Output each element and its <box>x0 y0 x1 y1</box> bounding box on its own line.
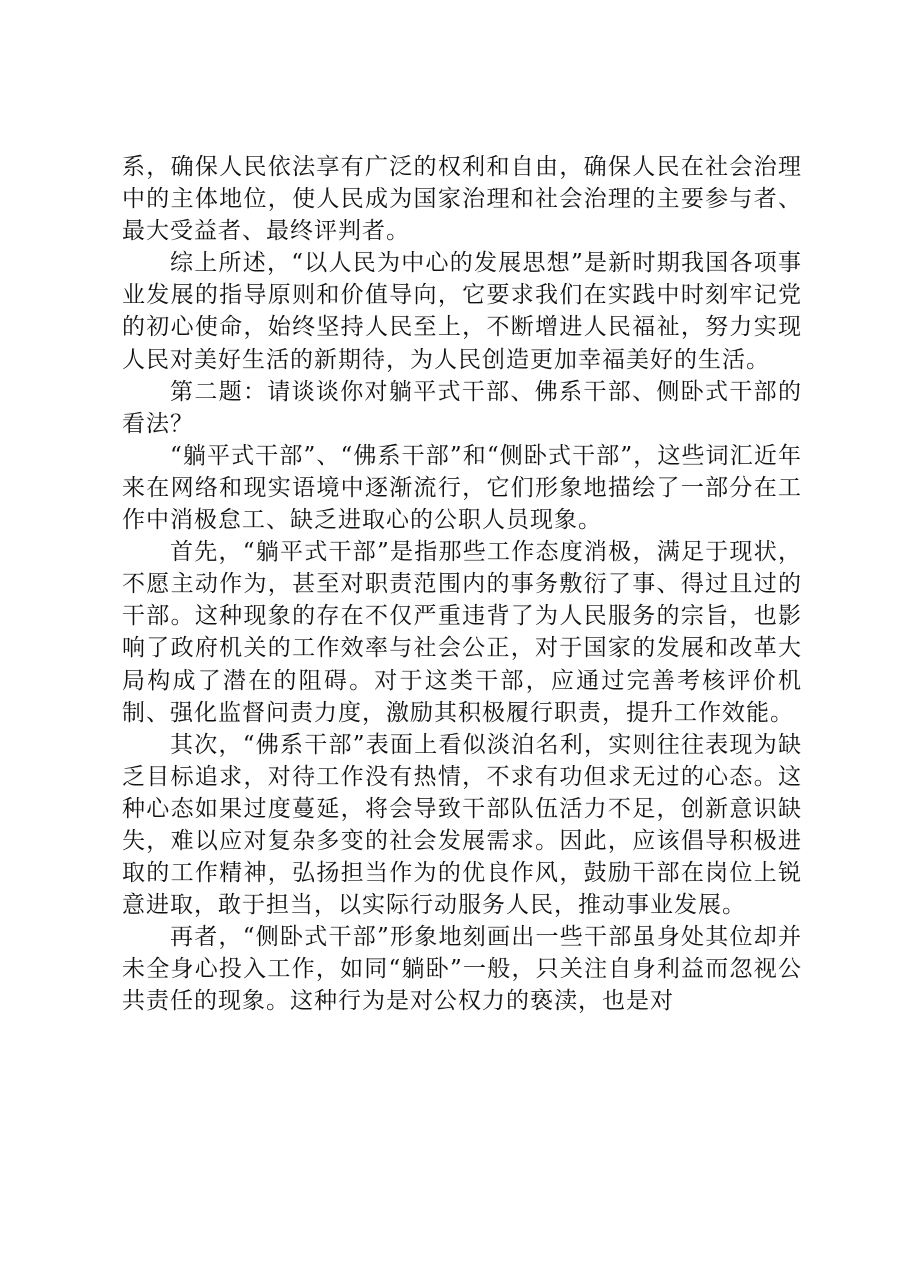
paragraph-first-point: 首先，“躺平式干部”是指那些工作态度消极，满足于现状，不愿主动作为，甚至对职责范围内的事务敷衍了事、得过且过的干部。这种现象的存在不仅严重违背了为人民服务的宗旨，也影响了政府机关的工作效率与社会公正，对于国家的发展和改革大局构成了潜在的阻碍。对于这类干部，应通过完善考核评价机制、强化监督问责力度，激励其积极履行职责，提升工作效能。 <box>122 539 802 726</box>
paragraph-second-point: 其次，“佛系干部”表面上看似淡泊名利，实则往往表现为缺乏目标追求，对待工作没有热情，不求有功但求无过的心态。这种心态如果过度蔓延，将会导致干部队伍活力不足，创新意识缺失，难以应对复杂多变的社会发展需求。因此，应该倡导积极进取的工作精神，弘扬担当作为的优良作风，鼓励干部在岗位上锐意进取，敢于担当，以实际行动服务人民，推动事业发展。 <box>122 731 802 919</box>
paragraph-third-point: 再者，“侧卧式干部”形象地刻画出一些干部虽身处其位却并未全身心投入工作，如同“躺卧”一般，只关注自身利益而忽视公共责任的现象。这种行为是对公权力的亵渎，也是对 <box>122 924 802 1015</box>
paragraph-summary: 综上所述，“以人民为中心的发展思想”是新时期我国各项事业发展的指导原则和价值导向，它要求我们在实践中时刻牢记党的初心使命，始终坚持人民至上，不断增进人民福祉，努力实现人民对美好生活的新期待，为人民创造更加幸福美好的生活。 <box>122 250 802 373</box>
paragraph-intro: “躺平式干部”、“佛系干部”和“侧卧式干部”，这些词汇近年来在网络和现实语境中逐渐流行，它们形象地描绘了一部分在工作中消极怠工、缺乏进取心的公职人员现象。 <box>122 442 802 534</box>
paragraph-continuation: 系，确保人民依法享有广泛的权利和自由，确保人民在社会治理中的主体地位，使人民成为国家治理和社会治理的主要参与者、最大受益者、最终评判者。 <box>122 154 802 245</box>
question-heading: 第二题：请谈谈你对躺平式干部、佛系干部、侧卧式干部的看法？ <box>122 378 802 437</box>
document-body <box>122 151 802 1018</box>
